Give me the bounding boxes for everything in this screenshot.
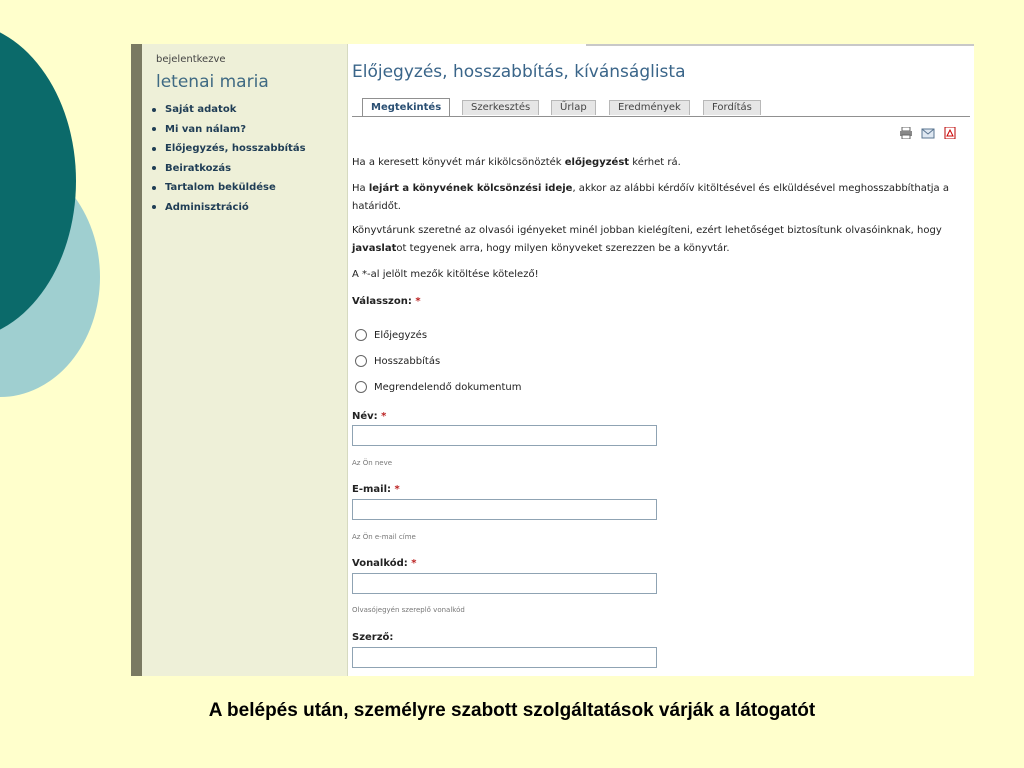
email-label-text: E-mail: [352,484,392,495]
bullet-icon [152,186,156,190]
barcode-help: Olvasójegyén szereplő vonalkód [352,606,465,614]
intro-paragraph-2 [352,180,968,216]
bullet-icon [152,127,156,131]
email-icon[interactable] [921,124,935,136]
sidebar-item-label: Beiratkozás [165,162,232,174]
required-note: A *-al jelölt mezők kitöltése kötelező! [352,269,539,280]
intro-paragraph-3 [352,222,968,258]
slide-caption: A belépés után, személyre szabott szolgáltatások várják a látogatót [208,700,816,721]
sidebar-item-mi-van-nalam[interactable] [152,120,306,140]
sidebar-item-label: Mi van nálam? [165,123,246,135]
radio-button[interactable] [355,381,367,393]
choose-label [352,296,421,307]
bullet-icon [152,166,156,170]
author-input[interactable] [352,647,657,668]
radio-label: Megrendelendő dokumentum [374,381,522,393]
sidebar-item-label: Tartalom beküldése [165,182,276,193]
pdf-icon[interactable] [943,124,957,136]
required-mark: * [394,484,400,495]
intro-text: Ha [352,183,369,194]
barcode-input[interactable] [352,573,657,594]
intro-paragraph-1 [352,154,968,172]
name-input[interactable] [352,425,657,446]
required-mark: * [381,411,387,422]
sidebar-item-sajat-adatok[interactable] [152,100,306,120]
bullet-icon [152,205,156,209]
radio-label: Előjegyzés [374,329,428,341]
sidebar-item-adminisztracio[interactable] [152,198,306,218]
tab-szerkesztes[interactable]: Szerkesztés [462,100,539,115]
bullet-icon [152,147,156,151]
sidebar-item-label: Adminisztráció [165,201,249,213]
radio-button[interactable] [355,355,367,367]
tab-forditas[interactable]: Fordítás [703,100,761,115]
barcode-label-text: Vonalkód: [352,558,408,569]
email-input[interactable] [352,499,657,520]
intro-text: , akkor az alábbi kérdőív kitöltésével és elküldésével meghosszabbíthatja a határidőt. [352,183,949,212]
radio-button[interactable] [355,329,367,341]
sidebar-menu [152,100,306,217]
intro-text: ot tegyenek arra, hogy milyen könyveket szerezzen be a könyvtár. [396,243,730,254]
required-mark: * [415,296,421,307]
sidebar-item-elojegyzes[interactable] [152,139,306,159]
name-label-text: Név: [352,411,378,422]
name-label [352,411,386,422]
name-help: Az Ön neve [352,459,393,467]
document-actions [899,124,957,136]
author-label: Szerző: [352,632,394,643]
print-icon[interactable] [899,124,913,136]
tab-eredmenyek[interactable]: Eredmények [609,100,690,115]
email-help: Az Ön e-mail címe [352,533,416,541]
intro-emphasis: javaslat [352,243,397,254]
tab-bar [352,98,970,117]
login-status: bejelentkezve [156,54,226,65]
tab-urlap[interactable]: Űrlap [551,100,596,115]
sidebar-item-label: Előjegyzés, hosszabbítás [165,143,306,154]
email-label [352,484,400,495]
intro-emphasis: előjegyzést [564,157,630,168]
intro-text: Könyvtárunk szeretné az olvasói igényeket minél jobban kielégíteni, ezért lehetőséget biztosítunk olvasóinknak, hogy [352,225,942,236]
website-screenshot [131,44,974,676]
intro-text: Ha a keresett könyvét már kikölcsönözték [352,157,565,168]
tab-megtekintes[interactable]: Megtekintés [362,98,450,116]
sidebar-item-tartalom-bekuldese[interactable] [152,178,306,198]
sidebar-item-beiratkozas[interactable] [152,159,306,179]
radio-label: Hosszabbítás [374,355,441,367]
barcode-label [352,558,417,569]
radio-hosszabbitas[interactable] [355,355,440,367]
radio-megrendelendo[interactable] [355,381,521,393]
window-edge [131,44,142,676]
required-mark: * [411,558,417,569]
sidebar [142,44,348,676]
username: letenai maria [156,72,269,92]
intro-text: kérhet rá. [629,157,681,168]
bullet-icon [152,108,156,112]
sidebar-item-label: Saját adatok [165,104,237,115]
intro-emphasis: lejárt a könyvének kölcsönzési ideje [368,183,573,194]
page-title: Előjegyzés, hosszabbítás, kívánságlista [352,62,686,82]
top-divider [586,44,974,46]
choose-label-text: Válasszon: [352,296,412,307]
radio-elojegyzes[interactable] [355,329,427,341]
